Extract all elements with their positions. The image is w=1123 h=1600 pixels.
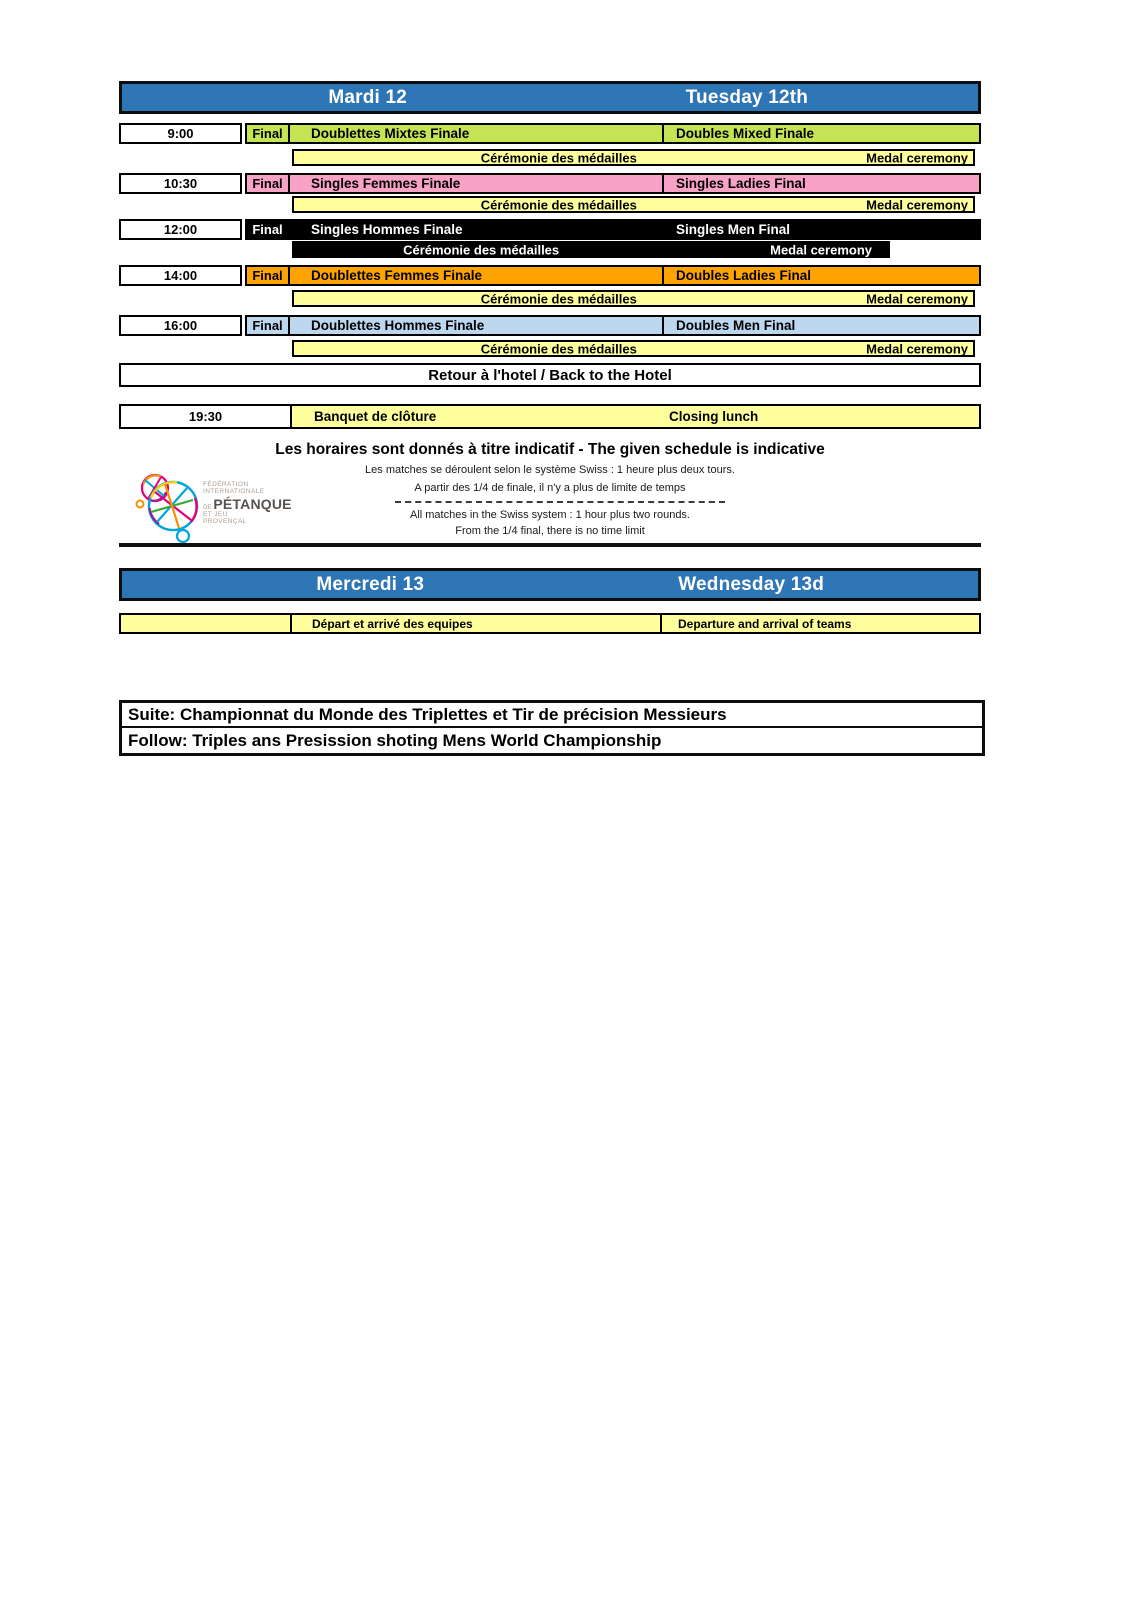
day2-header xyxy=(119,568,981,601)
ceremony-en: Medal ceremony xyxy=(866,197,968,212)
event-fr: Doublettes Femmes Finale xyxy=(290,267,664,284)
event-en: Singles Ladies Final xyxy=(676,176,806,191)
ceremony-fr: Cérémonie des médailles xyxy=(480,150,637,165)
schedule-row-1200 xyxy=(119,219,981,240)
ceremony-fr: Cérémonie des médailles xyxy=(480,197,637,212)
ceremony-en: Medal ceremony xyxy=(866,150,968,165)
ceremony-bar xyxy=(292,340,975,357)
banquet-en: Closing lunch xyxy=(669,409,759,424)
return-to-hotel-row: Retour à l'hotel / Back to the Hotel xyxy=(119,363,981,387)
schedule-row-1400 xyxy=(119,265,981,286)
final-tag: Final xyxy=(247,267,290,284)
banquet-row xyxy=(119,404,981,429)
final-tag: Final xyxy=(247,125,290,142)
ceremony-fr: Cérémonie des médailles xyxy=(480,341,637,356)
ceremony-en: Medal ceremony xyxy=(866,341,968,356)
event-block xyxy=(245,219,981,240)
time-cell: 19:30 xyxy=(121,406,292,427)
event-en: Singles Men Final xyxy=(676,222,791,237)
time-cell: 9:00 xyxy=(119,123,242,144)
departure-en: Departure and arrival of teams xyxy=(678,616,852,631)
event-fr: Singles Femmes Finale xyxy=(290,175,664,192)
fipjp-logo xyxy=(131,466,292,548)
event-fr: Singles Hommes Finale xyxy=(311,222,463,237)
note-en-1: All matches in the Swiss system : 1 hour plus two rounds. xyxy=(409,509,690,521)
event-block xyxy=(245,265,981,286)
time-cell: 14:00 xyxy=(119,265,242,286)
day1-title-en: Tuesday 12th xyxy=(685,86,809,108)
event-en: Doubles Mixed Finale xyxy=(676,126,815,141)
schedule-row-1600 xyxy=(119,315,981,336)
ceremony-en: Medal ceremony xyxy=(770,242,872,257)
departure-fr: Départ et arrivé des equipes xyxy=(292,615,662,632)
note-en-2: From the 1/4 final, there is no time limit xyxy=(455,525,645,537)
fipjp-logo-text xyxy=(203,466,292,548)
note-fr-2: A partir des 1/4 de finale, il n'y a plus de limite de temps xyxy=(414,482,686,494)
time-cell: 10:30 xyxy=(119,173,242,194)
ceremony-bar xyxy=(292,290,975,307)
day2-title-en: Wednesday 13d xyxy=(678,573,825,595)
event-en: Doubles Men Final xyxy=(676,318,796,333)
schedule-note-title: Les horaires sont donnés à titre indicatif - The given schedule is indicative xyxy=(275,441,825,458)
day2-title-fr: Mercredi 13 xyxy=(316,573,425,595)
banquet-body xyxy=(292,406,979,427)
logo-line-internationale: INTERNATIONALE xyxy=(203,487,265,495)
time-cell: 16:00 xyxy=(119,315,242,336)
divider-dashes xyxy=(395,501,725,503)
day1-header xyxy=(119,81,981,114)
logo-line-provencal: PROVENÇAL xyxy=(203,518,247,526)
event-block xyxy=(245,123,981,144)
event-fr: Doublettes Hommes Finale xyxy=(290,317,664,334)
banquet-fr: Banquet de clôture xyxy=(314,409,437,424)
event-en: Doubles Ladies Final xyxy=(676,268,812,283)
schedule-row-0900 xyxy=(119,123,981,144)
next-championship-box xyxy=(119,700,985,756)
logo-petanque: PÉTANQUE xyxy=(213,495,292,512)
ceremony-fr: Cérémonie des médailles xyxy=(480,291,637,306)
ceremony-bar xyxy=(292,196,975,213)
next-championship-en: Follow: Triples ans Presission shoting Mens World Championship xyxy=(128,730,662,750)
event-block xyxy=(245,173,981,194)
schedule-row-1030 xyxy=(119,173,981,194)
day1-title-fr: Mardi 12 xyxy=(328,86,408,108)
time-cell: 12:00 xyxy=(119,219,242,240)
ceremony-bar-black xyxy=(292,241,890,258)
event-fr: Doublettes Mixtes Finale xyxy=(290,125,664,142)
petanque-balls-icon xyxy=(131,466,203,546)
final-tag: Final xyxy=(252,222,283,237)
logo-de: DE xyxy=(203,505,212,512)
logo-line-etjeu: ET JEU xyxy=(203,511,228,519)
next-championship-fr: Suite: Championnat du Monde des Triplettes et Tir de précision Messieurs xyxy=(122,703,982,728)
logo-line-federation: FÉDÉRATION xyxy=(203,481,249,488)
day2-departure-row xyxy=(119,613,981,634)
final-tag: Final xyxy=(247,175,290,192)
event-block xyxy=(245,315,981,336)
final-tag: Final xyxy=(247,317,290,334)
note-fr-1: Les matches se déroulent selon le système Swiss : 1 heure plus deux tours. xyxy=(365,464,735,476)
ceremony-en: Medal ceremony xyxy=(866,291,968,306)
ceremony-fr: Cérémonie des médailles xyxy=(403,242,560,257)
empty-cell xyxy=(121,615,292,632)
ceremony-bar xyxy=(292,149,975,166)
